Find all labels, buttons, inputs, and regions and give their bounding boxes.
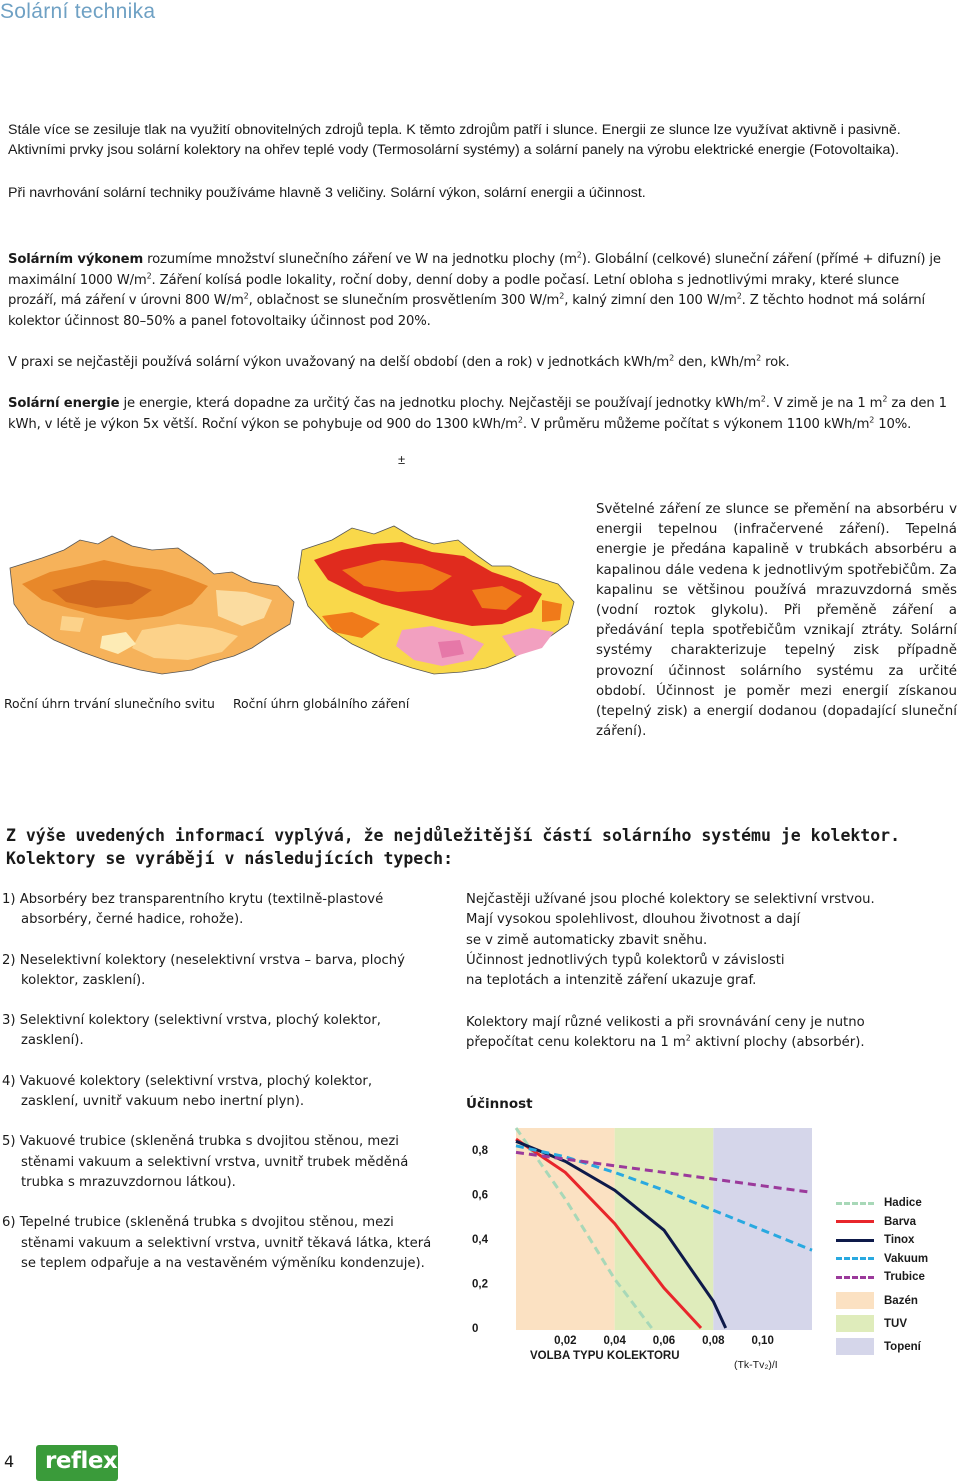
intro-paragraph-1: Stále více se zesiluje tlak na využití obnovitelných zdrojů tepla. K těmto zdrojům patří i slunce. Energii ze slunce lze využívat aktivně i pasivně. Aktivními prvky jsou solární kolektory na ohřev teplé vody (Termosolární systémy) a solární panely na výrobu elektrické energie (Fotovoltaika). [8,122,901,159]
absorber-description: Světelné záření ze slunce se přemění na absorbéru v energii tepelnou (infračervené záření). Tepelná energie je předána kapalině v trubkách absorbéru a kapalinou dále vedena k jednotlivým spotřebičům. Za kapalinu se většinou používá mrazuvzdorná směs (vodní roztok glykolu). Při přeměně záření a předávání tepla spotřebičům vznikají ztráty. Solární systémy charakterizuje tepelný zisk případně provozní účinnost solárního systému za určité období. Účinnost je poměr mezi energií získanou (tepelný zisk) a energií dodanou (dopadající sluneční záření). [596,502,957,740]
legend-zone-swatch [836,1292,874,1309]
legend-zone [836,1315,907,1333]
price-note [466,1013,956,1054]
note-line: na teplotách a intenzitě záření ukazuje graf. [466,973,757,989]
x-tick-label: 0,10 [751,1335,774,1347]
y-tick-label: 0,6 [472,1189,488,1202]
map-caption-radiation: Roční úhrn globálního záření [233,696,410,711]
list-item: 2) Neselektivní kolektory (neselektivní vrstva – barva, plochý kolektor, zasklení). [2,952,405,988]
intro-paragraph-3: Solárním výkonem rozumíme množství slunečního záření ve W na jednotku plochy $(m^2)$. Globální (celkové) sluneční záření (přímé + difuzní) je maximální 1000 $W/m^2$. Záření kolísá podle lokality, roční doby, denní doby a podle počasí. Letní obloha s jednotlivými mraky, které slunce prozáří, má záření v úrovni 800 $W/m^2$, oblačnost se slunečním prosvětlením 300 $W/m^2$, kalný zimní den 100 $W/m^2$. Z těchto hodnot má solární kolektor účinnost 80–50% a panel fotovoltaiky účinnost pod 20%. [8,250,941,329]
list-item: 6) Tepelné trubice (skleněná trubka s dvojitou stěnou, mezi stěnami vakuum a selektivní vrstva, uvnitř těkavá látka, která se teplem odpařuje a na vestavěném výměníku kondenzuje). [2,1215,432,1271]
x-tick-label: 0,08 [702,1335,725,1347]
y-tick-label: 0 [472,1323,479,1335]
legend-item-tinox [836,1231,914,1249]
intro-paragraph-2: Při navrhování solární techniky používáme hlavně 3 veličiny. Solární výkon, solární energii a účinnost. [8,185,646,201]
legend-item-barva [836,1213,916,1231]
chart-title: Účinnost [466,1096,533,1112]
page-number: 4 [4,1452,15,1471]
note-line: Účinnost jednotlivých typů kolektorů v závislosti [466,952,785,968]
global-radiation-map [298,526,574,674]
legend-label: Vakuum [884,1252,929,1265]
legend-swatch [836,1220,874,1223]
note-line: Nejčastěji užívané jsou ploché kolektory se selektivní vrstvou. [466,892,875,907]
intro-paragraph-4: V praxi se nejčastěji používá solární výkon uvažovaný na delší období (den a rok) v jednotkách kWh/$m^2$ den, kWh/$m^2$ rok. [8,353,790,371]
y-tick-label: 0,8 [472,1145,488,1158]
price-note-line-2: přepočítat cenu kolektoru na 1 $m^2$ aktivní plochy (absorbér). [466,1033,865,1051]
efficiency-chart [466,1118,826,1378]
legend-item-trubice [836,1268,925,1286]
legend-item-vakuum [836,1250,928,1268]
legend-zone-label: Topení [884,1340,921,1353]
legend-label: Tinox [884,1234,915,1246]
list-item: 4) Vakuové kolektory (selektivní vrstva, plochý kolektor, zasklení, uvnitř vakuum nebo inertní plyn). [2,1073,373,1110]
price-note-line-1: Kolektory mají různé velikosti a při srovnávání ceny je nutno [466,1015,865,1030]
x-tick-label: 0,02 [554,1335,577,1347]
page-title: Solární technika [0,0,156,23]
note-line: Mají vysokou spolehlivost, dlouhou životnost a dají [466,912,801,928]
map-caption-sunshine: Roční úhrn trvání slunečního svitu [4,696,215,711]
legend-zone-label: TUV [884,1317,907,1330]
sunshine-duration-map [10,536,294,674]
legend-swatch [836,1276,874,1279]
legend-zone-label: Bazén [884,1294,918,1307]
list-item: 1) Absorbéry bez transparentního krytu (textilně-plastové absorbéry, černé hadice, rohože). [2,892,384,928]
note-line: se v zimě automaticky zbavit sněhu. [466,932,708,948]
legend-swatch [836,1257,874,1260]
legend-zone-swatch [836,1338,874,1355]
legend-zone-swatch [836,1315,874,1332]
collectors-heading: Z výše uvedených informací vyplývá, že nejdůležitější částí solárního systému je kolektor. Kolektory se vyrábějí v následujících typech: [6,826,901,868]
x-tick-label: 0,06 [652,1335,676,1347]
plus-minus-mark: ± [398,452,406,467]
x-axis-label: VOLBA TYPU KOLEKTORU [530,1350,680,1362]
legend-label: Trubice [884,1271,925,1283]
x-axis-unit: (Tk-Tv₂)/I [734,1359,778,1371]
collector-notes [466,890,956,991]
collector-type-list [2,890,432,1294]
y-tick-label: 0,2 [472,1278,488,1291]
list-item: 3) Selektivní kolektory (selektivní vrstva, plochý kolektor, zasklení). [2,1013,381,1049]
maps-figure [2,520,582,690]
legend-label: Hadice [884,1197,922,1209]
term-solar-energy: Solární energie [8,396,120,412]
intro-paragraph-5: Solární energie je energie, která dopadne za určitý čas na jednotku plochy. Nejčastěji se používají jednotky kWh/$m^2$. V zimě je na 1 $m^2$ za den 1 kWh, v létě je výkon 5x větší. Roční výkon se pohybuje od 900 do 1300 kWh/$m^2$. V průměru můžeme počítat s výkonem 1100 kWh/$m^2$ 10%. [8,394,947,432]
zone-0 [516,1128,615,1330]
reflex-logo: reflex [36,1445,118,1481]
legend-swatch [836,1239,874,1242]
legend-zone [836,1292,918,1310]
legend-label: Barva [884,1215,916,1228]
x-tick-label: 0,04 [603,1335,626,1347]
list-item: 5) Vakuové trubice (skleněná trubka s dvojitou stěnou, mezi stěnami vakuum a selektivní vrstva, uvnitř trubek měděná trubka s mrazuvzdornou látkou). [2,1134,409,1190]
chart-legend [836,1194,956,1364]
legend-swatch [836,1202,874,1205]
legend-item-hadice [836,1194,922,1212]
term-solar-power: Solárním výkonem [8,252,144,268]
legend-zone [836,1338,921,1356]
y-tick-label: 0,4 [472,1234,488,1247]
